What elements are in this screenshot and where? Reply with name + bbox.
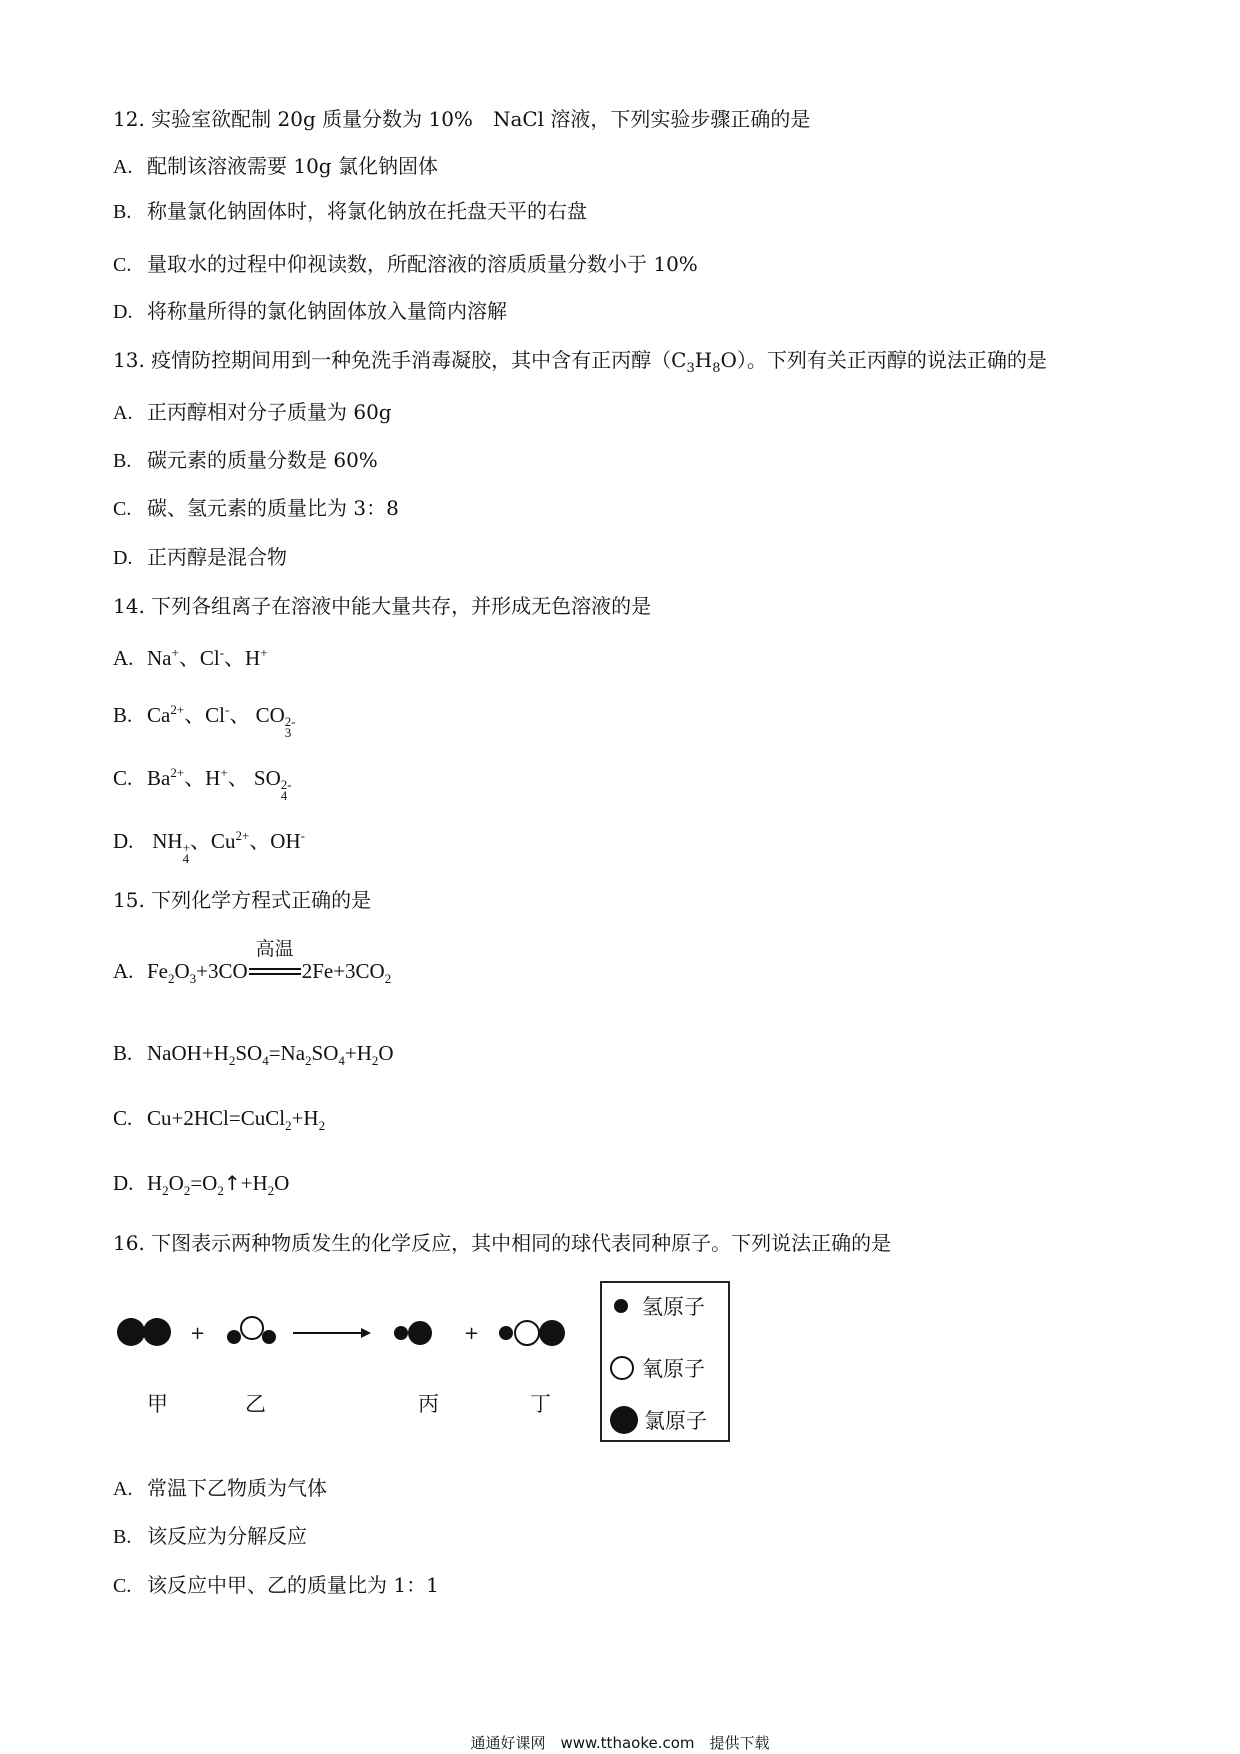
legend-oxygen — [610, 1353, 705, 1383]
letter-b: B. — [113, 201, 132, 223]
label-bing: 丙 — [418, 1392, 439, 1416]
q13-stem — [113, 347, 1047, 376]
q16-stem: 16. 下图表示两种物质发生的化学反应，其中相同的球代表同种原子。下列说法正确的是 — [113, 1231, 892, 1255]
letter-c: C. — [113, 766, 133, 790]
letter-b: B. — [113, 703, 133, 727]
letter-a: A. — [113, 402, 133, 424]
letter-d: D. — [113, 1171, 134, 1195]
chlorine-atom-icon — [610, 1406, 638, 1434]
legend-o-label: 氧原子 — [642, 1357, 705, 1381]
q14-option-c[interactable]: C. $Ba^{2+}$、H+、 SO $^{2-}$ $_4$ — [113, 765, 292, 803]
atom-legend — [600, 1281, 730, 1442]
q12-d-text: 将称量所得的氯化钠固体放入量筒内溶解 — [147, 299, 507, 323]
q12-stem: 12. 实验室欲配制 20g 质量分数为 10% NaCl 溶液，下列实验步骤正确的是 — [113, 107, 811, 131]
letter-a: A. — [113, 646, 134, 670]
letter-d: D. — [113, 301, 133, 323]
label-yi: 乙 — [245, 1392, 266, 1416]
letter-a: A. — [113, 1478, 133, 1500]
q14-option-a[interactable]: A. Na+、Cl-、H+ — [113, 645, 268, 670]
q13-option-a[interactable] — [113, 399, 392, 426]
legend-chlorine — [610, 1405, 707, 1435]
letter-d: D. — [113, 547, 133, 569]
letter-a: A. — [113, 156, 133, 178]
molecule-yi — [227, 1317, 276, 1344]
q12-option-a[interactable] — [113, 153, 438, 180]
plus-sign-2: + — [464, 1323, 480, 1344]
q12-a-text: 配制该溶液需要 10g 氯化钠固体 — [147, 154, 438, 178]
q14-option-d[interactable]: D. NH + $_4$ 、$Cu^{2+}$、OH- — [113, 828, 305, 866]
q13-option-c[interactable] — [113, 495, 399, 522]
letter-c: C. — [113, 498, 132, 520]
hydrogen-atom-icon — [614, 1299, 628, 1313]
q15-option-a[interactable]: A. $Fe_2O_3+3CO$ 高温 $2Fe+3CO_2$ — [113, 938, 392, 987]
q16-option-b[interactable] — [113, 1523, 307, 1550]
q15-option-c[interactable]: C. $Cu+2HCl=CuCl_2+H_2$ — [113, 1106, 326, 1134]
q13-c-text: 碳、氢元素的质量比为 3：8 — [147, 496, 399, 520]
q16-b-text: 该反应为分解反应 — [147, 1524, 307, 1548]
reaction-condition — [249, 938, 301, 986]
molecule-ding — [499, 1320, 565, 1346]
q13-option-d[interactable] — [113, 544, 287, 571]
q16-option-a[interactable] — [113, 1475, 327, 1502]
q15-stem: 15. 下列化学方程式正确的是 — [113, 888, 372, 912]
q15-option-d[interactable]: D. $H_2O_2=O_2↑+H_2O$ — [113, 1171, 290, 1199]
letter-b: B. — [113, 1526, 132, 1548]
condition-label: 高温 — [255, 938, 294, 961]
letter-b: B. — [113, 450, 132, 472]
page-footer: 通通好课网 www.tthaoke.com 提供下载 — [470, 1734, 770, 1752]
letter-a: A. — [113, 959, 134, 983]
q13-sub-8: 8 — [712, 361, 721, 376]
letter-c: C. — [113, 1106, 133, 1130]
label-jia: 甲 — [147, 1392, 168, 1416]
q12-option-b[interactable] — [113, 198, 587, 225]
molecule-jia — [117, 1318, 171, 1346]
letter-c: C. — [113, 254, 132, 276]
legend-hydrogen — [610, 1291, 705, 1321]
q16-a-text: 常温下乙物质为气体 — [147, 1476, 327, 1500]
q12-c-text: 量取水的过程中仰视读数，所配溶液的溶质质量分数小于 10% — [147, 252, 698, 276]
q13-stem-pre: 13. 疫情防控期间用到一种免洗手消毒凝胶，其中含有正丙醇（C — [113, 348, 687, 372]
reaction-arrow — [293, 1328, 371, 1338]
q14-option-b[interactable]: B. $Ca^{2+}$、Cl-、 CO $^{2-}$ $_3$ — [113, 702, 296, 740]
oxygen-atom-icon — [610, 1356, 634, 1380]
label-ding: 丁 — [530, 1392, 551, 1416]
letter-b: B. — [113, 1041, 133, 1065]
q13-option-b[interactable] — [113, 447, 378, 474]
q13-b-text: 碳元素的质量分数是 60% — [147, 448, 378, 472]
letter-c: C. — [113, 1575, 132, 1597]
legend-h-label: 氢原子 — [642, 1295, 705, 1319]
reaction-molecules — [108, 1302, 588, 1372]
q13-a-text: 正丙醇相对分子质量为 60g — [147, 400, 392, 424]
plus-sign-1: + — [190, 1323, 206, 1344]
molecule-bing — [394, 1321, 432, 1345]
q15-option-b[interactable]: B. $NaOH+H_2SO_4=Na_2SO_4+H_2O$ — [113, 1041, 394, 1069]
q13-sub-3: 3 — [686, 361, 695, 376]
q13-d-text: 正丙醇是混合物 — [147, 545, 287, 569]
q12-option-d[interactable] — [113, 298, 507, 325]
q16-c-text: 该反应中甲、乙的质量比为 1：1 — [147, 1573, 439, 1597]
letter-d: D. — [113, 829, 134, 853]
q12-b-text: 称量氯化钠固体时，将氯化钠放在托盘天平的右盘 — [147, 199, 587, 223]
q16-option-c[interactable] — [113, 1572, 439, 1599]
q12-option-c[interactable] — [113, 251, 698, 278]
q14-stem: 14. 下列各组离子在溶液中能大量共存，并形成无色溶液的是 — [113, 594, 652, 618]
q13-stem-mid: H — [694, 348, 713, 372]
legend-cl-label: 氯原子 — [644, 1409, 707, 1433]
q13-stem-post: O）。下列有关正丙醇的说法正确的是 — [720, 348, 1047, 372]
